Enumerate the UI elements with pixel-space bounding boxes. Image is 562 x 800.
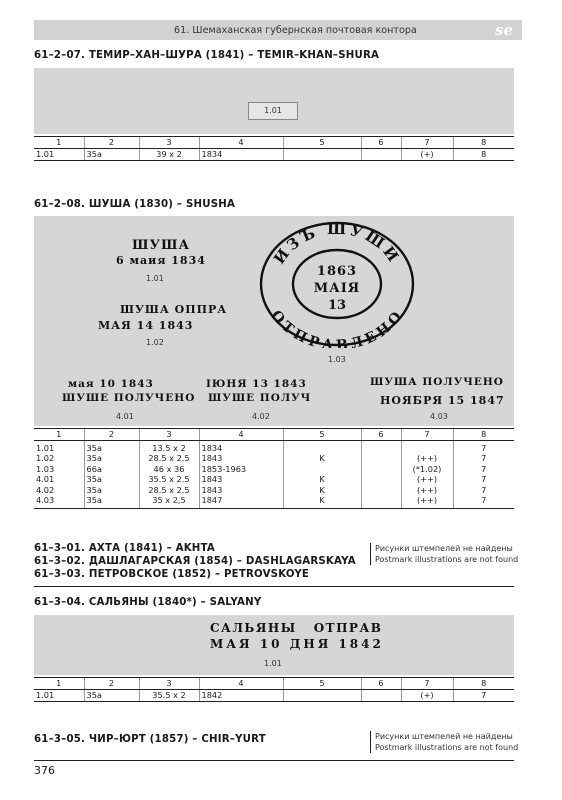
table-cell: (+)	[401, 690, 453, 702]
postmark-4-03-line2: НОЯБРЯ 15 1847	[380, 394, 505, 407]
col-header: 1	[34, 429, 84, 441]
postmark-1-03-oval	[258, 220, 416, 348]
data-table-temir-khan-shura	[34, 136, 514, 161]
table-row	[34, 149, 514, 161]
table-cell: 1.01	[34, 690, 84, 702]
table-row	[34, 690, 514, 702]
section-title-chir-yurt: 61–3–05. ЧИР–ЮРТ (1857) – CHIR–YURT	[34, 734, 266, 745]
section-title-akhta: 61–3–01. АХТА (1841) – AKHTA	[34, 543, 215, 554]
header-title: 61. Шемаханская губернская почтовая контора	[174, 25, 417, 36]
table-cell: 1.01	[34, 149, 84, 161]
oval-top-text: ИЗЪ ШУШИ	[270, 220, 404, 268]
note-en: Postmark illustrations are not found	[375, 743, 519, 752]
postmark-1-01-line1: ШУША	[132, 238, 191, 253]
table-header-row	[34, 678, 514, 690]
not-found-note	[370, 543, 525, 565]
oval-center-line: МАIЯ	[313, 281, 361, 296]
note-en: Postmark illustrations are not found	[375, 555, 519, 564]
postmark-1-02-line1: ШУША ОППРА	[120, 303, 228, 316]
col-header: 4	[199, 429, 283, 441]
col-header: 6	[361, 678, 401, 690]
data-table-shusha	[34, 428, 514, 509]
table-cell	[361, 440, 401, 508]
col-header: 8	[453, 429, 514, 441]
col-header: 7	[401, 137, 453, 149]
col-header: 7	[401, 429, 453, 441]
section-title-dashlagarskaya: 61–3–02. ДАШЛАГАРСКАЯ (1854) – DASHLAGARSKAYA	[34, 556, 356, 567]
page-number: 376	[34, 764, 55, 777]
col-header: 7	[401, 678, 453, 690]
postmark-4-03-line1: ШУША ПОЛУЧЕНО	[370, 376, 504, 388]
col-header: 4	[199, 137, 283, 149]
col-header: 1	[34, 137, 84, 149]
postmark-4-01-line2: ШУШЕ ПОЛУЧЕНО	[62, 392, 196, 404]
oval-postmark-graphic	[258, 220, 416, 348]
table-cell: 1834 1843 1853-1963 1843 1843 1847	[199, 440, 283, 508]
table-cell: 1834	[199, 149, 283, 161]
col-header: 8	[453, 137, 514, 149]
oval-bottom-text: ОТПРАВЛЕНО	[267, 307, 407, 348]
postmark-caption: 4.01	[116, 412, 134, 421]
postmark-caption: 1.02	[146, 338, 164, 347]
table-cell: 8	[453, 149, 514, 161]
section-title-shusha: 61–2–08. ШУША (1830) – SHUSHA	[34, 199, 236, 210]
not-found-note	[370, 731, 525, 753]
postmark-panel	[34, 615, 514, 675]
col-header: 4	[199, 678, 283, 690]
postmark-salyany-line2: МАЯ 10 ДНЯ 1842	[210, 637, 384, 651]
col-header: 2	[84, 429, 139, 441]
col-header: 3	[139, 429, 199, 441]
postmark-panel	[34, 68, 514, 134]
footer-divider	[34, 760, 514, 761]
table-cell	[283, 149, 361, 161]
table-cell	[361, 690, 401, 702]
table-cell: 1842	[199, 690, 283, 702]
table-cell: 7	[453, 690, 514, 702]
section-title-petrovskoye: 61–3–03. ПЕТРОВСКОЕ (1852) – PETROVSKOYE	[34, 569, 310, 580]
table-cell: 35.5 x 2	[139, 690, 199, 702]
section-title-temir-khan-shura: 61–2–07. ТЕМИР–ХАН–ШУРА (1841) – TEMIR–KHAN–SHURA	[34, 50, 380, 61]
table-header-row	[34, 137, 514, 149]
note-ru: Рисунки штемпелей не найдены	[375, 732, 513, 741]
postmark-1-02-line2: МАЯ 14 1843	[98, 319, 194, 332]
col-header: 5	[283, 137, 361, 149]
col-header: 5	[283, 429, 361, 441]
col-header: 2	[84, 137, 139, 149]
postmark-4-02-line1: IЮНЯ 13 1843	[206, 378, 307, 390]
table-cell	[283, 690, 361, 702]
postmark-4-01-line1: мая 10 1843	[68, 378, 154, 390]
table-cell: 13.5 x 2 28.5 x 2.5 46 x 36 35.5 x 2.5 28.5 x 2.5 35 x 2,5	[139, 440, 199, 508]
postmark-salyany-line1: САЛЬЯНЫ ОТПРАВ	[210, 621, 383, 635]
oval-center-line: 1863	[316, 264, 358, 279]
table-cell: (++) (*1.02) (++) (++) (++)	[401, 440, 453, 508]
table-row	[34, 440, 514, 508]
table-cell: 39 x 2	[139, 149, 199, 161]
postmark-caption: 4.02	[252, 412, 270, 421]
col-header: 6	[361, 137, 401, 149]
page-header	[34, 20, 522, 40]
publisher-logo: se	[495, 21, 513, 39]
postmark-panel	[34, 216, 514, 426]
missing-image-placeholder: 1.01	[248, 102, 298, 120]
col-header: 6	[361, 429, 401, 441]
note-ru: Рисунки штемпелей не найдены	[375, 544, 513, 553]
col-header: 3	[139, 137, 199, 149]
table-cell: (+)	[401, 149, 453, 161]
postmark-caption: 1.01	[264, 659, 282, 668]
postmark-4-02-line2: ШУШЕ ПОЛУЧ	[208, 392, 312, 404]
table-cell: 35a	[84, 149, 139, 161]
table-cell: 35a 35a 66a 35a 35a 35a	[84, 440, 139, 508]
table-cell: 1.01 1.02 1.03 4.01 4.02 4.03	[34, 440, 84, 508]
table-cell: 7 7 7 7 7 7	[453, 440, 514, 508]
col-header: 5	[283, 678, 361, 690]
postmark-caption: 4.03	[430, 412, 448, 421]
col-header: 8	[453, 678, 514, 690]
col-header: 3	[139, 678, 199, 690]
table-cell: K K K K	[283, 440, 361, 508]
oval-center-line: 13	[327, 298, 347, 313]
col-header: 1	[34, 678, 84, 690]
divider	[34, 586, 514, 587]
table-cell: 35a	[84, 690, 139, 702]
col-header: 2	[84, 678, 139, 690]
postmark-1-01-line2: 6 маия 1834	[116, 254, 206, 267]
postmark-caption: 1.03	[328, 355, 346, 364]
postmark-caption: 1.01	[146, 274, 164, 283]
data-table-salyany	[34, 677, 514, 702]
table-header-row	[34, 429, 514, 441]
section-title-salyany: 61–3–04. САЛЬЯНЫ (1840*) – SALYANY	[34, 597, 262, 608]
table-cell	[361, 149, 401, 161]
